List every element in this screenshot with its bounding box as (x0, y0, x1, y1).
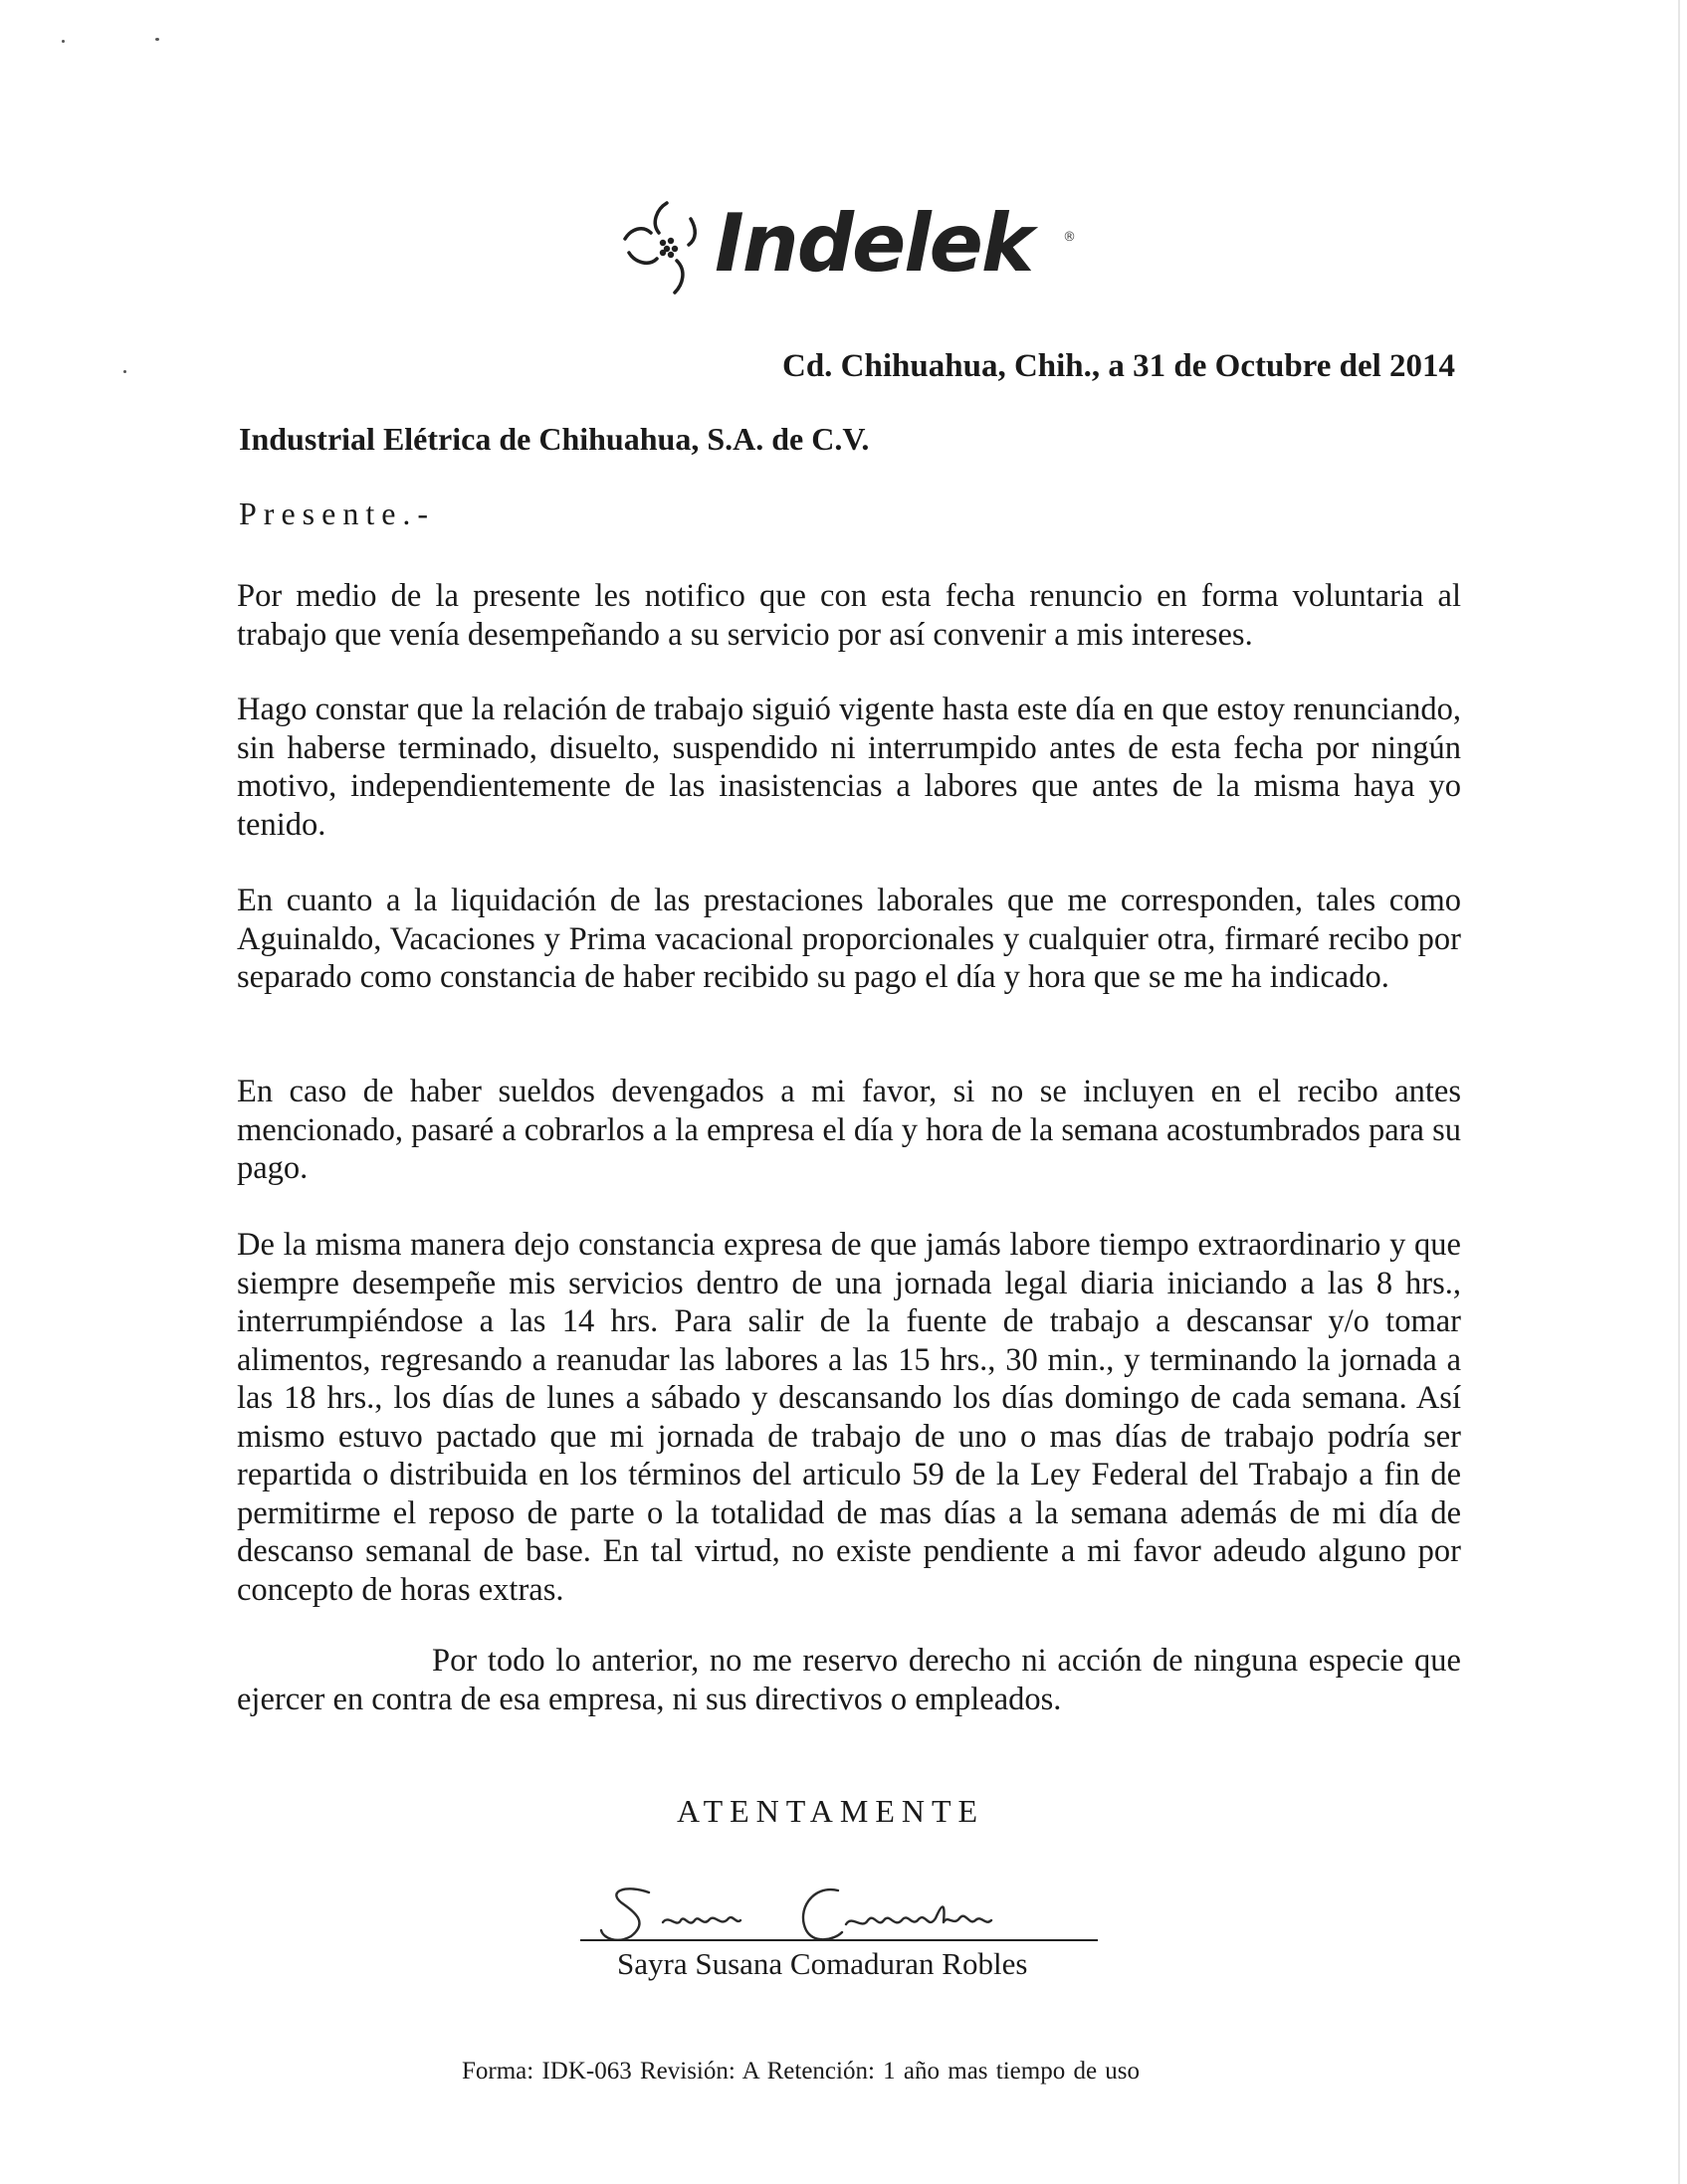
scan-edge (1678, 0, 1680, 2184)
body-paragraph: Hago constar que la relación de trabajo siguió vigente hasta este día en que estoy renunciando, sin haberse terminado, disuelto, suspendido ni interrumpido antes de esta fecha por ningún motivo, independientemente de las inasistencias a labores que antes de la misma haya yo tenido. (237, 692, 1461, 843)
scan-speck (155, 38, 159, 41)
signature-line (580, 1939, 1098, 1941)
scan-speck (123, 370, 126, 373)
body-paragraph: En caso de haber sueldos devengados a mi favor, si no se incluyen en el recibo antes mencionado, pasaré a cobrarlos a la empresa el día y hora de la semana acostumbrados para su pago. (237, 1074, 1461, 1186)
body-paragraph: Por todo lo anterior, no me reservo derecho ni acción de ninguna especie que ejercer en contra de esa empresa, ni sus directivos o empleados. (237, 1643, 1461, 1717)
swirl-mark-icon (625, 203, 695, 293)
salutation: Presente.- (239, 496, 436, 531)
recipient-company: Industrial Elétrica de Chihuahua, S.A. de C.V. (239, 421, 870, 457)
body-paragraph: De la misma manera dejo constancia expresa de que jamás labore tiempo extraordinario y que siempre desempeñe mis servicios dentro de una jornada legal diaria iniciando a las 8 hrs., interrumpiéndose a las 14 hrs. Para salir de la fuente de trabajo a descansar y/o tomar alimentos, regresando a reanudar las labores a las 15 hrs., 30 min., y terminando la jornada a las 18 hrs., los días de lunes a sábado y descansando los días domingo de cada semana. Así mismo estuvo pactado que mi jornada de trabajo de uno o mas días de trabajo podría ser repartida o distribuida en los términos del articulo 59 de la Ley Federal del Trabajo a fin de permitirme el reposo de parte o la totalidad de mas días a la semana además de mi día de descanso semanal de base. En tal virtud, no existe pendiente a mi favor adeudo alguno por concepto de horas extras. (237, 1227, 1461, 1608)
indelek-logo (617, 189, 1085, 308)
form-footer: Forma: IDK-063 Revisión: A Retención: 1 año mas tiempo de uso (462, 2058, 1141, 2085)
indelek-logo-graphic (617, 189, 1085, 308)
scan-speck (62, 40, 65, 43)
date-line: Cd. Chihuahua, Chih., a 31 de Octubre del 2014 (782, 348, 1456, 384)
valediction: ATENTAMENTE (677, 1793, 985, 1829)
logo-wordmark: Indelek (715, 197, 1033, 290)
signer-name: Sayra Susana Comaduran Robles (617, 1946, 1028, 1981)
body-paragraph: En cuanto a la liquidación de las prestaciones laborales que me corresponden, tales como Aguinaldo, Vacaciones y Prima vacacional proporcionales y cualquier otra, firmaré recibo por separado como constancia de haber recibido su pago el día y hora que se me ha indicado. (237, 883, 1461, 995)
body-paragraph: Por medio de la presente les notifico que con esta fecha renuncio en forma voluntaria al trabajo que venía desempeñando a su servicio por así convenir a mis intereses. (237, 578, 1461, 653)
registered-mark: ® (1063, 230, 1076, 245)
